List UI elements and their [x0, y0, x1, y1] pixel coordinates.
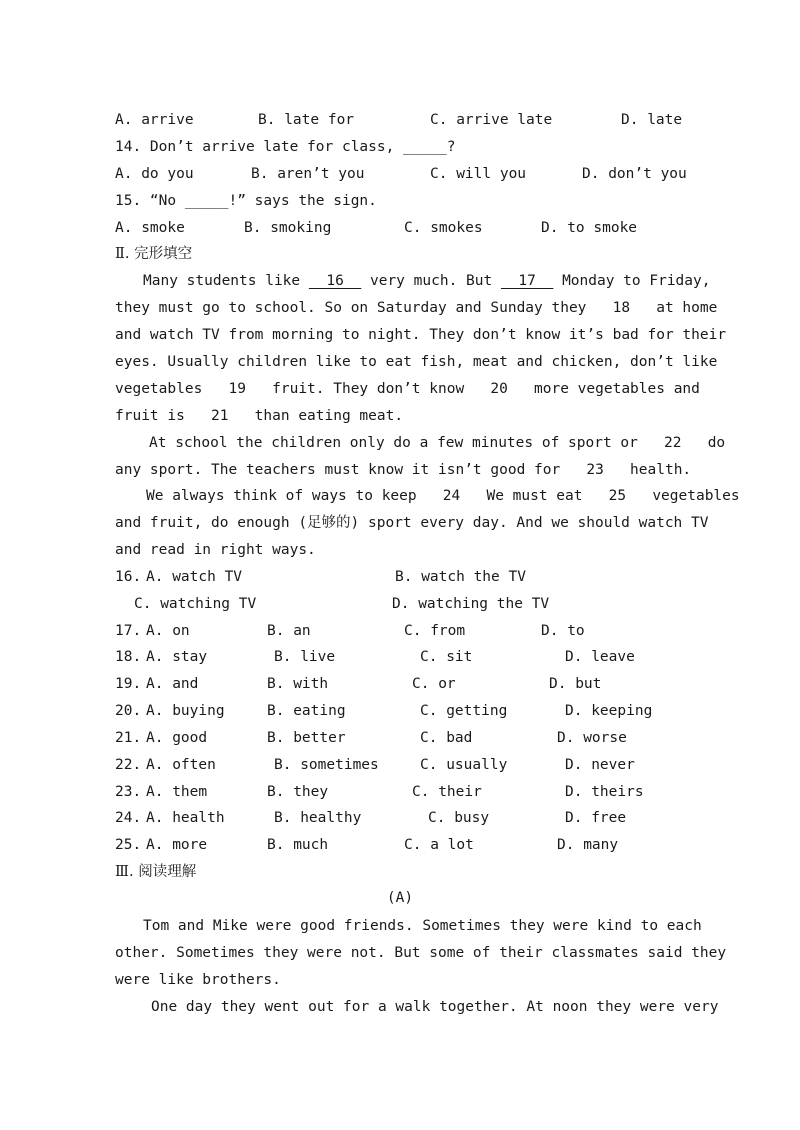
q21-option-a: A. good — [146, 730, 208, 746]
q19-number: 19. — [115, 676, 142, 692]
reading-line: One day they went out for a walk together. At noon they were very — [151, 999, 719, 1015]
q18-number: 18. — [115, 649, 142, 665]
q15-option-b: B. smoking — [244, 220, 332, 236]
q18-option-a: A. stay — [146, 649, 208, 665]
cloze-line: and read in right ways. — [115, 542, 316, 558]
q21-option-d: D. worse — [557, 730, 627, 746]
cloze-line: We always think of ways to keep 24 We must eat 25 vegetables — [146, 488, 740, 504]
q19-option-b: B. with — [267, 676, 329, 692]
q13-option-a: A. arrive — [115, 112, 194, 128]
q25-option-c: C. a lot — [404, 837, 474, 853]
reading-line: were like brothers. — [115, 972, 281, 988]
q25-option-d: D. many — [557, 837, 619, 853]
q25-option-a: A. more — [146, 837, 208, 853]
q21-number: 21. — [115, 730, 142, 746]
q20-option-c: C. getting — [420, 703, 508, 719]
section-heading-reading: Ⅲ. 阅读理解 — [115, 864, 197, 880]
cloze-line: fruit is 21 than eating meat. — [115, 408, 404, 424]
q20-option-a: A. buying — [146, 703, 225, 719]
q23-option-a: A. them — [146, 784, 208, 800]
cloze-line: any sport. The teachers must know it isn’t good for 23 health. — [115, 462, 692, 478]
q14-option-c: C. will you — [430, 166, 527, 182]
q14-stem: 14. Don’t arrive late for class, _____? — [115, 139, 456, 155]
q19-option-c: C. or — [412, 676, 456, 692]
q16-option-a: A. watch TV — [146, 569, 243, 585]
q20-number: 20. — [115, 703, 142, 719]
q25-number: 25. — [115, 837, 142, 853]
reading-line: other. Sometimes they were not. But some of their classmates said they — [115, 945, 727, 961]
q23-number: 23. — [115, 784, 142, 800]
q13-option-b: B. late for — [258, 112, 355, 128]
cloze-line: and fruit, do enough (足够的) sport every day. And we should watch TV — [115, 515, 709, 531]
q15-stem: 15. “No _____!” says the sign. — [115, 193, 377, 209]
q18-option-c: C. sit — [420, 649, 473, 665]
q19-option-a: A. and — [146, 676, 199, 692]
q13-option-c: C. arrive late — [430, 112, 553, 128]
cloze-line: and watch TV from morning to night. They don’t know it’s bad for their — [115, 327, 727, 343]
q20-option-d: D. keeping — [565, 703, 653, 719]
q14-option-d: D. don’t you — [582, 166, 687, 182]
cloze-line: At school the children only do a few minutes of sport or 22 do — [149, 435, 726, 451]
q24-option-b: B. healthy — [274, 810, 362, 826]
q15-option-a: A. smoke — [115, 220, 185, 236]
q21-option-b: B. better — [267, 730, 346, 746]
q17-option-d: D. to — [541, 623, 585, 639]
q17-option-a: A. on — [146, 623, 190, 639]
q17-option-c: C. from — [404, 623, 466, 639]
q22-option-c: C. usually — [420, 757, 508, 773]
q22-option-a: A. often — [146, 757, 216, 773]
q20-option-b: B. eating — [267, 703, 346, 719]
q23-option-d: D. theirs — [565, 784, 644, 800]
q21-option-c: C. bad — [420, 730, 473, 746]
q23-option-b: B. they — [267, 784, 329, 800]
blank-17: 17 — [500, 273, 554, 289]
q24-number: 24. — [115, 810, 142, 826]
cloze-line: eyes. Usually children like to eat fish, meat and chicken, don’t like — [115, 354, 718, 370]
cloze-line: vegetables 19 fruit. They don’t know 20 more vegetables and — [115, 381, 700, 397]
q16-number: 16. — [115, 569, 142, 585]
q22-option-b: B. sometimes — [274, 757, 379, 773]
reading-line: Tom and Mike were good friends. Sometimes they were kind to each — [143, 918, 702, 934]
passage-label: (A) — [386, 890, 414, 906]
q16-option-c: C. watching TV — [134, 596, 257, 612]
q16-option-b: B. watch the TV — [395, 569, 526, 585]
q18-option-b: B. live — [274, 649, 336, 665]
blank-16: 16 — [308, 273, 362, 289]
cloze-line: Many students like 16 very much. But 17 Monday to Friday, — [143, 273, 711, 289]
cloze-line: they must go to school. So on Saturday and Sunday they 18 at home — [115, 300, 718, 316]
q17-number: 17. — [115, 623, 142, 639]
q23-option-c: C. their — [412, 784, 482, 800]
q15-option-c: C. smokes — [404, 220, 483, 236]
q22-number: 22. — [115, 757, 142, 773]
q25-option-b: B. much — [267, 837, 329, 853]
q24-option-a: A. health — [146, 810, 225, 826]
section-heading-cloze: Ⅱ. 完形填空 — [115, 246, 193, 262]
q17-option-b: B. an — [267, 623, 311, 639]
q18-option-d: D. leave — [565, 649, 635, 665]
q16-option-d: D. watching the TV — [392, 596, 550, 612]
q14-option-a: A. do you — [115, 166, 194, 182]
q24-option-d: D. free — [565, 810, 627, 826]
q22-option-d: D. never — [565, 757, 635, 773]
q15-option-d: D. to smoke — [541, 220, 638, 236]
q24-option-c: C. busy — [428, 810, 490, 826]
q13-option-d: D. late — [621, 112, 683, 128]
q19-option-d: D. but — [549, 676, 602, 692]
q14-option-b: B. aren’t you — [251, 166, 365, 182]
